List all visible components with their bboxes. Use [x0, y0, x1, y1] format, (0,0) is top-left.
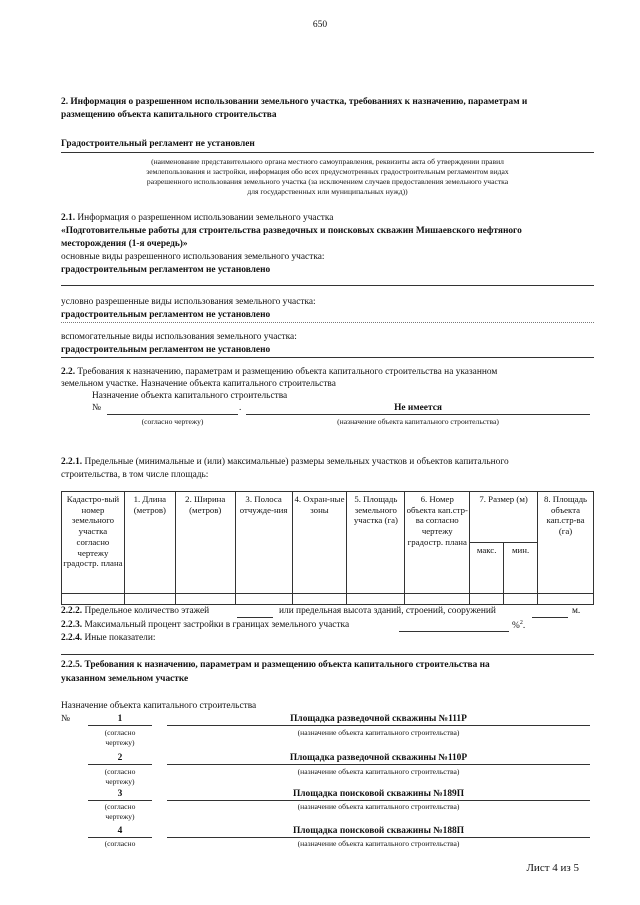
- table-cell: [504, 594, 538, 605]
- s21-project-line2: месторождения (1-я очередь)»: [61, 239, 188, 249]
- s222-text: Предельное количество этажей: [82, 606, 210, 616]
- s224-text: Иные показатели:: [82, 633, 156, 643]
- item-4-caption-right: (назначение объекта капитального строительства): [297, 839, 460, 848]
- s22-caption-right: (назначение объекта капитального строительства): [337, 417, 499, 426]
- s225-title-line1: 2.2.5. Требования к назначению, параметрам и размещению объекта капитального строительства на: [61, 660, 490, 670]
- section2-title-line2: размещению объекта капитального строительства: [61, 110, 277, 120]
- gradreg-text: Градостроительный регламент не установлен: [61, 139, 255, 149]
- s221-text-line1: Предельные (минимальные и (или) максимальные) размеры земельных участков и объектов капитального: [82, 457, 509, 467]
- s22-num: 2.2.: [61, 367, 76, 377]
- caption-left-a: (согласно: [104, 767, 136, 776]
- parameters-table: [61, 491, 594, 605]
- s223-num: 2.2.3.: [61, 620, 83, 630]
- table-cell: [292, 594, 347, 605]
- header-object-area: 8. Площадь объекта кап.стр-ва (га): [538, 492, 594, 594]
- s22-no-symbol: №: [92, 403, 101, 413]
- s223-unit-wrap: [512, 620, 525, 633]
- header-alienation-strip: 3. Полоса отчужде-ния: [235, 492, 292, 594]
- s22-text-line1: Требования к назначению, параметрам и размещению объекта капитального строительства на указанном: [75, 367, 498, 377]
- item-4-number: 4: [117, 826, 123, 836]
- caption-left-b: чертежу): [105, 738, 135, 748]
- s21-aux-underline: [61, 357, 594, 358]
- table-cell: [124, 594, 175, 605]
- s22-value: Не имеется: [394, 403, 442, 413]
- page-number: 650: [312, 20, 328, 30]
- s21-aux-value: градостроительным регламентом не установлено: [61, 345, 271, 355]
- item-1-number-underline: [88, 725, 152, 726]
- header-width: 2. Ширина (метров): [175, 492, 235, 594]
- s22-value-underline: [246, 414, 590, 415]
- s22-number-underline: [107, 414, 238, 415]
- s222-floors-blank: [237, 617, 273, 618]
- caption-left-a: (согласно: [104, 728, 136, 737]
- s222-start: [61, 606, 209, 618]
- item-1-number: 1: [117, 714, 123, 724]
- s21-text: Информация о разрешенном использовании земельного участка: [75, 213, 334, 223]
- header-size: 7. Размер (м): [470, 492, 538, 543]
- s224-num: 2.2.4.: [61, 633, 83, 643]
- s21-cond-value: градостроительным регламентом не установлено: [61, 310, 271, 320]
- s223-text: Максимальный процент застройки в границах земельного участка: [82, 620, 350, 630]
- item-2-caption-left: [88, 767, 152, 788]
- s22-purpose-label: Назначение объекта капитального строительства: [92, 391, 288, 401]
- s223-start: [61, 620, 349, 632]
- s222-unit: м.: [572, 606, 581, 616]
- caption-left-a: (согласно: [104, 802, 136, 811]
- s222-mid: или предельная высота зданий, строений, сооружений: [279, 606, 496, 616]
- item-4-name-underline: [167, 837, 590, 838]
- s222-height-blank: [532, 617, 568, 618]
- item-3-caption-right: (назначение объекта капитального строительства): [297, 802, 460, 811]
- header-object-number: 6. Номер объекта кап.стр-ва согласно чертежу градостр. плана: [405, 492, 470, 594]
- table-cell: [405, 594, 470, 605]
- s21-aux-label: вспомогательные виды использования земельного участка:: [61, 332, 297, 342]
- sheet-footer: Лист 4 из 5: [526, 862, 579, 874]
- header-cadastral: Кадастро-вый номер земельного участка согласно чертежу градостр. плана: [62, 492, 125, 594]
- header-length: 1. Длина (метров): [124, 492, 175, 594]
- item-4-caption-left: (согласно: [104, 839, 136, 848]
- item-4-name: Площадка поисковой скважины №188П: [292, 826, 465, 836]
- caption-left-b: чертежу): [105, 777, 135, 787]
- s21-cond-label: условно разрешенные виды использования земельного участка:: [61, 297, 316, 307]
- header-plot-area: 5. Площадь земельного участка (га): [347, 492, 405, 594]
- s225-no-symbol: №: [61, 714, 70, 724]
- s22-caption-left: (согласно чертежу): [141, 417, 204, 426]
- note-line-1: (наименование представительного органа местного самоуправления, реквизиты акта об утверждении правил: [151, 157, 504, 166]
- item-1-name: Площадка разведочной скважины №111Р: [290, 714, 467, 724]
- note-line-4: для государственных или муниципальных нужд)): [247, 186, 408, 196]
- s221-line1: [61, 457, 509, 469]
- item-4-number-underline: [88, 837, 152, 838]
- s21-cond-underline: [61, 322, 594, 323]
- s22-text-line2: земельном участке. Назначение объекта капитального строительства: [61, 379, 336, 389]
- table-cell: [470, 594, 504, 605]
- item-2-caption-right: (назначение объекта капитального строительства): [297, 767, 460, 776]
- s223-unit: %: [512, 621, 520, 632]
- gradreg-underline: [61, 152, 594, 153]
- s222-num: 2.2.2.: [61, 606, 83, 616]
- subheader-min: мин.: [504, 543, 538, 594]
- table-cell: [62, 594, 125, 605]
- s21-main-value: градостроительным регламентом не установлено: [61, 265, 271, 275]
- s21-main-underline: [61, 285, 594, 286]
- s223-sup: 2: [519, 620, 523, 626]
- s223-dot: .: [522, 621, 526, 632]
- table-cell: [235, 594, 292, 605]
- s225-title-line2: указанном земельном участке: [61, 674, 189, 684]
- header-protected-zones: 4. Охран-ные зоны: [292, 492, 347, 594]
- gradreg-note: [61, 157, 594, 196]
- item-2-number-underline: [88, 764, 152, 765]
- item-3-number-underline: [88, 800, 152, 801]
- item-3-caption-left: [88, 802, 152, 823]
- s21-num: 2.1.: [61, 213, 76, 223]
- s21-project-line1: «Подготовительные работы для строительства разведочных и поисковых скважин Мишаевского нефтяного: [61, 226, 522, 236]
- s224-underline: [61, 654, 594, 655]
- item-2-name: Площадка разведочной скважины №110Р: [289, 753, 468, 763]
- caption-left-b: чертежу): [105, 812, 135, 822]
- section2-title-line1: 2. Информация о разрешенном использовании земельного участка, требованиях к назначению, параметрам и: [61, 97, 528, 107]
- note-line-3: разрешенного использования земельного участка (за исключением случаев предоставления земельного участка: [146, 176, 509, 186]
- table-cell: [347, 594, 405, 605]
- subheader-max: макс.: [470, 543, 504, 594]
- item-1-name-underline: [167, 725, 590, 726]
- table-cell: [175, 594, 235, 605]
- note-line-2: землепользования и застройки, информация обо всех предусмотренных градостроительным регламентом видах: [146, 166, 509, 176]
- item-2-name-underline: [167, 764, 590, 765]
- item-1-caption-left: [88, 728, 152, 749]
- item-3-name: Площадка поисковой скважины №189П: [292, 789, 465, 799]
- s221-num: 2.2.1.: [61, 457, 83, 467]
- s22-dot: .: [239, 403, 242, 413]
- item-3-number: 3: [117, 789, 123, 799]
- item-3-name-underline: [167, 800, 590, 801]
- s224-line: [61, 633, 156, 645]
- s223-blank: [399, 631, 509, 632]
- s225-purpose-label: Назначение объекта капитального строительства: [61, 701, 257, 711]
- item-1-caption-right: (назначение объекта капитального строительства): [297, 728, 460, 737]
- s22-line1: [61, 367, 497, 379]
- item-2-number: 2: [117, 753, 123, 763]
- table-cell: [538, 594, 594, 605]
- s21-main-label: основные виды разрешенного использования земельного участка:: [61, 252, 325, 262]
- s21-heading: [61, 213, 333, 225]
- s221-text-line2: строительства, в том числе площадь:: [61, 470, 209, 480]
